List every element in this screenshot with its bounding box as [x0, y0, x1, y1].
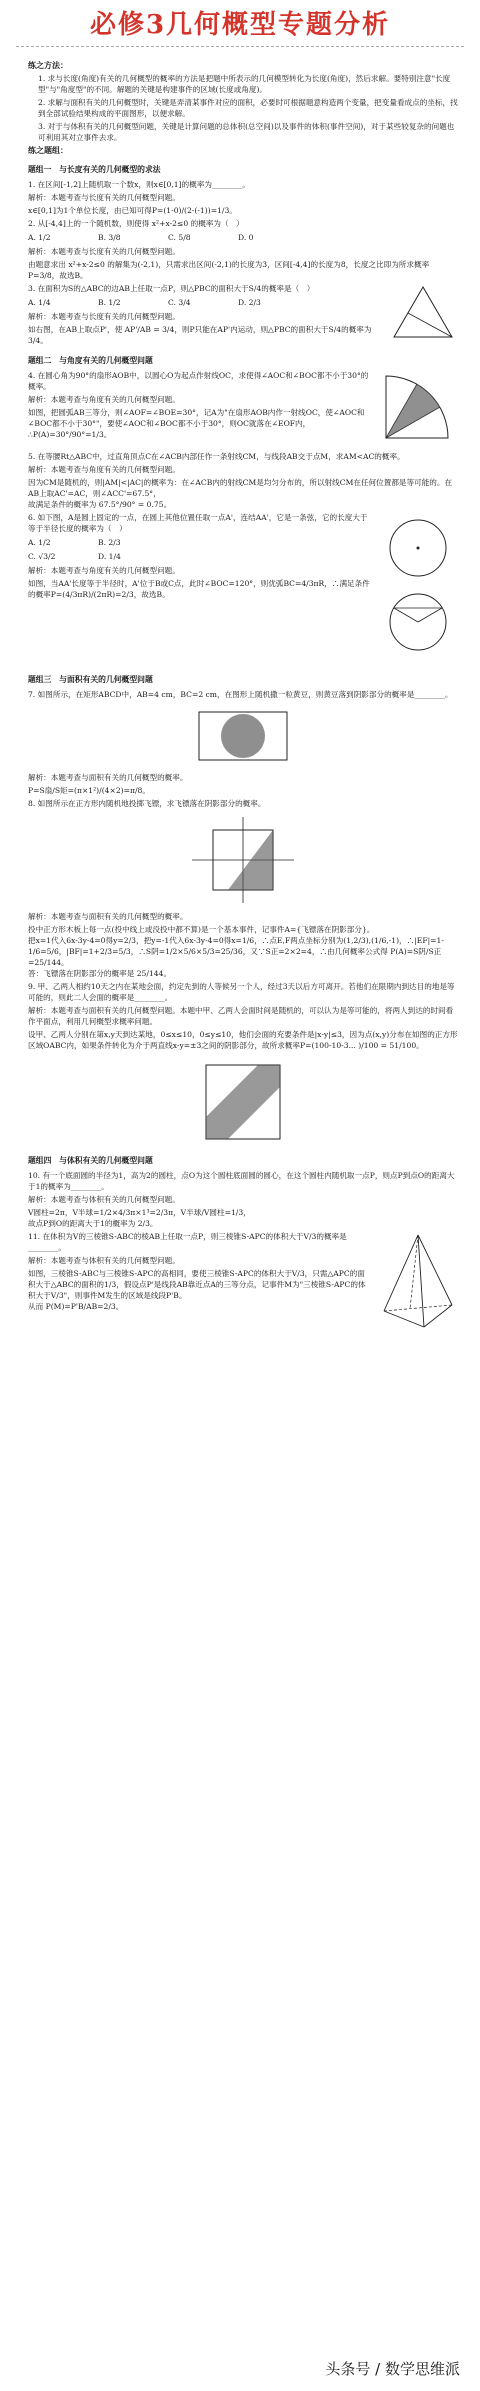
result-text: 从而 P(M)=P'B/AB=2/3。 [28, 1302, 124, 1311]
question-5 [28, 451, 458, 510]
analysis-text: 解析：本题考查与体积有关的几何概型问题。 [28, 1256, 180, 1265]
option: A. 1/2 [28, 538, 51, 547]
option: A. 1/4 [28, 298, 51, 307]
main-content [28, 58, 458, 1341]
solution-text: P=S扇/S矩=(π×1²)/(4×2)=π/8。 [28, 786, 150, 795]
solution-text: V圆柱=2π，V半球=1/2×4/3π×1³=2/3π，V半球/V圆柱=1/3， [28, 1208, 251, 1217]
footer-watermark: 头条号 / 数学思维派 [325, 2360, 460, 2378]
answer-text: 答：飞镖落在阴影部分的概率是 25/144。 [28, 969, 172, 978]
topic-4 [28, 1155, 458, 1335]
question-7 [28, 689, 458, 796]
question-2 [28, 218, 458, 281]
question-text: 5. 在等腰Rt△ABC中，过直角顶点C在∠ACB内部任作一条射线CM，与线段AB交于点M，求AM<AC的概率。 [28, 452, 405, 461]
question-text: 3. 在面积为S的△ABC的边AB上任取一点P，则△PBC的面积大于S/4的概率是（ ） [28, 284, 315, 293]
question-3 [28, 283, 458, 347]
analysis-text: 解析：本题考查与长度有关的几何概型问题。 [28, 247, 180, 256]
question-9 [28, 981, 458, 1147]
solution-text: 由题意求出 x²+x-2≤0 的解集为(-2,1)，只需求出区间(-2,1)的长度为3，区间[-4,4]的长度为8，长度之比即为所求概率P=3/8，故选B。 [28, 260, 430, 280]
title-divider [16, 46, 464, 47]
title-bar [0, 0, 480, 44]
method-item: 2. 求解与面积有关的几何概型时，关键是弄清某事件对应的面积，必要时可根据题意构造两个变量，把变量看成点的坐标，找到全部试验结果构成的平面图形，以便求解。 [38, 98, 458, 118]
question-text: 7. 如图所示，在矩形ABCD中，AB=4 cm，BC=2 cm，在图形上随机撒一粒黄豆，则黄豆落到阴影部分的概率是________。 [28, 690, 453, 699]
question-10 [28, 1170, 458, 1229]
option: D. 2/3 [238, 298, 261, 307]
topic-heading: 题组一 与长度有关的几何概型的求法 [28, 165, 161, 174]
question-8 [28, 798, 458, 979]
topic-heading: 题组四 与体积有关的几何概型问题 [28, 1156, 153, 1165]
option: C. 3/4 [168, 298, 191, 307]
analysis-text: 解析：本题考查与长度有关的几何概型问题。 [28, 312, 180, 321]
solution-text: 因为CM是随机的，则|AM|<|AC|的概率为：在∠ACB内的射线CM是均匀分布的，所以射线CM在任何位置都是等可能的。在AB上取AC'=AC，则∠ACC'=67.5°， [28, 478, 453, 498]
options-row [28, 551, 370, 562]
question-text: 9. 甲、乙两人相约10天之内在某地会面，约定先到的人等候另一个人，经过3天以后方可离开。若他们在限期内到达目的地是等可能的，则此二人会面的概率是________。 [28, 982, 455, 1002]
analysis-text: 解析：本题考查与角度有关的几何概型问题。 [28, 566, 180, 575]
options-row [28, 297, 380, 308]
analysis-text: 解析：本题考查与角度有关的几何概型问题。 [28, 395, 180, 404]
question-text: 11. 在体积为V的三棱锥S-ABC的棱AB上任取一点P，则三棱锥S-APC的体积大于V/3的概率是________。 [28, 1232, 347, 1252]
question-text: 2. 从[-4,4]上的一个随机数，则使得 x²+x-2≤0 的概率为（ ） [28, 219, 244, 228]
question-text: 1. 在区间[-1,2]上随机取一个数x，则x∈[0,1]的概率为________。 [28, 180, 250, 189]
option: B. 2/3 [98, 538, 121, 547]
triangle-figure [388, 283, 458, 343]
topic-3 [28, 674, 458, 1147]
result-text: 故满足条件的概率为 67.5°/90° = 0.75。 [28, 500, 172, 509]
sector-figure [378, 370, 458, 445]
options-row [28, 232, 458, 243]
circle-figure [378, 512, 458, 662]
page-title: 必修3几何概型专题分析 [89, 9, 391, 40]
method-item: 1. 求与长度(角度)有关的几何概型的概率的方法是把题中所表示的几何模型转化为长度(角度)，然后求解。要特别注意"长度型"与"角度型"的不同。解题的关键是构建事件的区域(长度或角度)。 [38, 74, 451, 94]
square-dart-figure [28, 815, 458, 905]
solution-text: 如右图，在AB上取点P'，使 AP'/AB = 3/4，则P只能在AP'内运动，则△PBC的面积大于S/4的概率为 3/4。 [28, 325, 372, 345]
pyramid-figure [378, 1231, 458, 1331]
option: A. 1/2 [28, 233, 51, 242]
question-text: 6. 如下图，A是圆上固定的一点，在圆上其他位置任取一点A'，连结AA'，它是一条弦，它的长度大于等于半径长度的概率为（ ） [28, 513, 368, 533]
solution-text: 设甲、乙两人分别在第x,y天到达某地，0≤x≤10，0≤y≤10，他们会面的充要条件是|x-y|≤3，因为点(x,y)分布在如图的正方形区域OABC内，如果条件转化为介于两直线x-y=±3之间的阴影部分，故所求概率P=(100-10-3... )/100 = 51/100。 [28, 1030, 458, 1050]
rectangle-figure [28, 706, 458, 766]
exercise-heading: 练之题组： [28, 145, 68, 155]
option: C. √3/2 [28, 552, 56, 561]
analysis-text: 解析：本题考查与面积有关的几何概型的概率。 [28, 773, 188, 782]
question-text: 8. 如图所示在正方形内随机地投掷飞镖，求飞镖落在阴影部分的概率。 [28, 799, 266, 808]
meeting-square-figure [28, 1057, 458, 1147]
solution-text: 如图，把圆弧AB三等分，则∠AOF=∠BOE=30°，记A为"在扇形AOB内作一射线OC，使∠AOC和∠BOC都不小于30°"，要使∠AOC和∠BOC都不小于30°，则OC就落在∠EOF内， [28, 408, 365, 428]
topic-1 [28, 164, 458, 347]
analysis-text: 解析：本题考查与长度有关的几何概型问题。 [28, 193, 180, 202]
topic-2 [28, 355, 458, 666]
result-text: ∴P(A)=30°/90°=1/3。 [28, 430, 112, 439]
option: D. 1/4 [98, 552, 121, 561]
topic-heading: 题组三 与面积有关的几何概型问题 [28, 675, 153, 684]
solution-text: 如图，当AA'长度等于半径时，A'位于B或C点，此时∠BOC=120°，则优弧BC=4/3πR，∴满足条件的概率P=(4/3πR)/(2πR)=2/3，故选B。 [28, 579, 370, 599]
options-row [28, 537, 370, 548]
method-item: 3. 对于与体积有关的几何概型问题，关键是计算问题的总体积(总空间)以及事件的体积(事件空间)，对于某些较复杂的问题也可利用其对立事件去求。 [38, 122, 455, 142]
question-6 [28, 512, 458, 666]
analysis-text: 解析：本题考查与面积有关的几何概型问题。本题中甲、乙两人会面时间是随机的，可以认为是等可能的，将两人到达的时间看作平面点，利用几何概型求概率问题。 [28, 1006, 454, 1026]
topic-heading: 题组二 与角度有关的几何概型问题 [28, 356, 153, 365]
question-text: 4. 在圆心角为90°的扇形AOB中，以圆心O为起点作射线OC，求使得∠AOC和∠BOC都不小于30°的概率。 [28, 371, 369, 391]
method-section [28, 60, 458, 156]
question-11 [28, 1231, 458, 1335]
analysis-text: 解析：本题考查与面积有关的几何概型的概率。 [28, 912, 188, 921]
method-heading: 练之方法： [28, 60, 68, 70]
solution-text: x∈[0,1]为1个单位长度，由已知可得P=(1-0)/(2-(-1))=1/3。 [28, 206, 237, 215]
analysis-text: 解析：本题考查与体积有关的几何概型问题。 [28, 1195, 180, 1204]
question-1 [28, 179, 458, 216]
computation-text: 把x=1代入6x-3y-4=0得y=2/3，把y=-1代入6x-3y-4=0得x=1/6，∴点E,F两点坐标分别为(1,2/3),(1/6,-1)，∴|EF|=1-1/6=5/6，|BF|=1+2/3=5/3，∴S阴=1/2×5/6×5/3=25/36，又∵S正=2×2=4，∴由几何概率公式得 P(A)=S阴/S正=25/144。 [28, 936, 444, 967]
question-text: 10. 有一个底面圆的半径为1，高为2的圆柱，点O为这个圆柱底面圆的圆心，在这个圆柱内随机取一点P，则点P到点O的距离大于1的概率为________。 [28, 1171, 455, 1191]
option: D. 0 [238, 233, 254, 242]
result-text: 故点P到O的距离大于1的概率为 2/3。 [28, 1219, 158, 1228]
option: B. 3/8 [98, 233, 121, 242]
question-4 [28, 370, 458, 449]
solution-text: 如图，三棱锥S-ABC与三棱锥S-APC的高相同，要使三棱锥S-APC的体积大于V/3，只需△APC的面积大于△ABC的面积的1/3，假设点P'是线段AB靠近点A的三等分点，记事件M为"三棱锥S-APC的体积大于V/3"，则事件M发生的区域是线段P'B。 [28, 1269, 366, 1300]
solution-text: 投中正方形木板上每一点(投中线上或没投中都不算)是一个基本事件，记事件A={飞镖落在阴影部分}。 [28, 925, 375, 934]
option: B. 1/2 [98, 298, 121, 307]
analysis-text: 解析：本题考查与角度有关的几何概型问题。 [28, 465, 180, 474]
option: C. 5/8 [168, 233, 191, 242]
